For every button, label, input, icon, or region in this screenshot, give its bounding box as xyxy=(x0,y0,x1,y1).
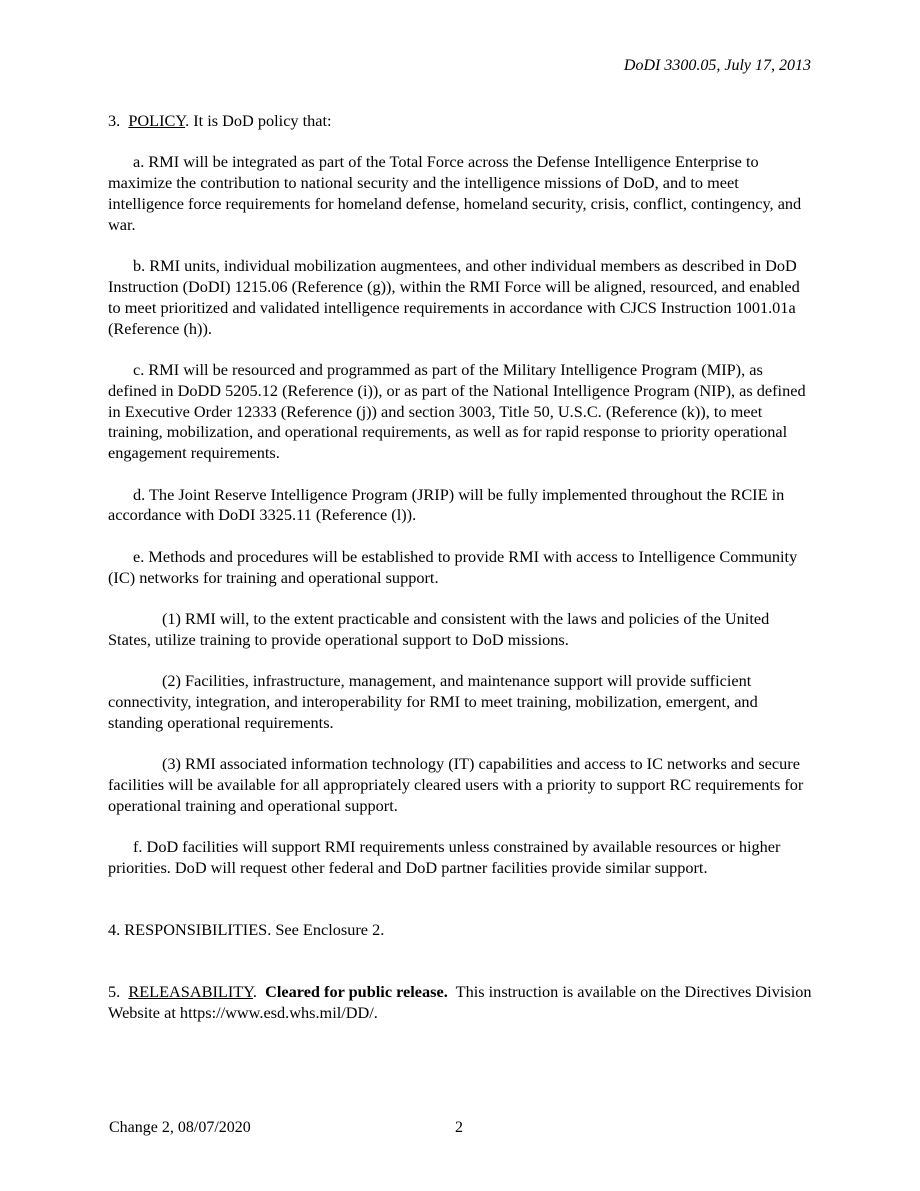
policy-paragraph-a: a. RMI will be integrated as part of the Total Force across the Defense Intelligence Enterprise to maximize the contribution to national security and the intelligence missions of DoD, and to meet intelligence force requirements for homeland defense, homeland security, crisis, conflict, contingency, and war. xyxy=(108,152,802,234)
section-5-rest: This instruction is available on the Directives Division Website at https://www.esd.whs.mil/DD/. xyxy=(108,982,816,1023)
section-5-number: 5. xyxy=(108,982,121,1002)
section-3-intro: . It is DoD policy that: xyxy=(185,111,332,130)
section-3-title: POLICY xyxy=(128,111,186,130)
section-4-responsibilities: 4. RESPONSIBILITIES. See Enclosure 2. xyxy=(108,920,385,940)
page-number: 2 xyxy=(455,1119,463,1136)
policy-paragraph-c: c. RMI will be resourced and programmed as part of the Military Intelligence Program (MIP), as defined in DoDD 5205.12 (Reference (i)), or as part of the National Intelligence Program (NIP), as defined in Executive Order 12333 (Reference (j)) and section 3003, Title 50, U.S.C. (Reference (k)), to meet training, mobilization, and operational requirements, as well as for rapid response to priority operational engagement requirements. xyxy=(108,359,806,463)
release-statement: Cleared for public release. xyxy=(265,982,448,1002)
policy-paragraph-d: d. The Joint Reserve Intelligence Program (JRIP) will be fully implemented throughout the RCIE in accordance with DoDI 3325.11 (Reference (l)). xyxy=(108,484,785,525)
policy-subparagraph-e1: (1) RMI will, to the extent practicable and consistent with the laws and policies of the United States, utilize training to provide operational support to DoD missions. xyxy=(108,608,770,649)
section-5-releasability xyxy=(108,982,816,1024)
footer-change-note: Change 2, 08/07/2020 xyxy=(109,1119,251,1136)
section-5-title: RELEASABILITY xyxy=(128,982,253,1002)
policy-paragraph-e: e. Methods and procedures will be established to provide RMI with access to Intelligence Community (IC) networks for training and operational support. xyxy=(108,546,798,587)
page-header: DoDI 3300.05, July 17, 2013 xyxy=(623,57,811,74)
section-3-heading xyxy=(108,111,812,132)
document-body xyxy=(108,111,816,1024)
policy-paragraph-b: b. RMI units, individual mobilization augmentees, and other individual members as described in DoD Instruction (DoDI) 1215.06 (Reference (g)), within the RMI Force will be aligned, resourced, and enabled to meet prioritized and validated intelligence requirements in accordance with CJCS Instruction 1001.01a (Reference (h)). xyxy=(108,256,800,338)
policy-subparagraph-e2: (2) Facilities, infrastructure, management, and maintenance support will provide sufficient connectivity, integration, and interoperability for RMI to meet training, mobilization, emergent, and standing operational requirements. xyxy=(108,671,758,732)
policy-subparagraph-e3: (3) RMI associated information technology (IT) capabilities and access to IC networks and secure facilities will be available for all appropriately cleared users with a priority to support RC requirements for operational training and operational support. xyxy=(108,754,804,815)
policy-paragraph-f: f. DoD facilities will support RMI requirements unless constrained by available resources or higher priorities. DoD will request other federal and DoD partner facilities provide similar support. xyxy=(108,837,781,877)
section-3-number: 3. xyxy=(108,111,121,130)
section-5-period: . xyxy=(252,982,266,1002)
